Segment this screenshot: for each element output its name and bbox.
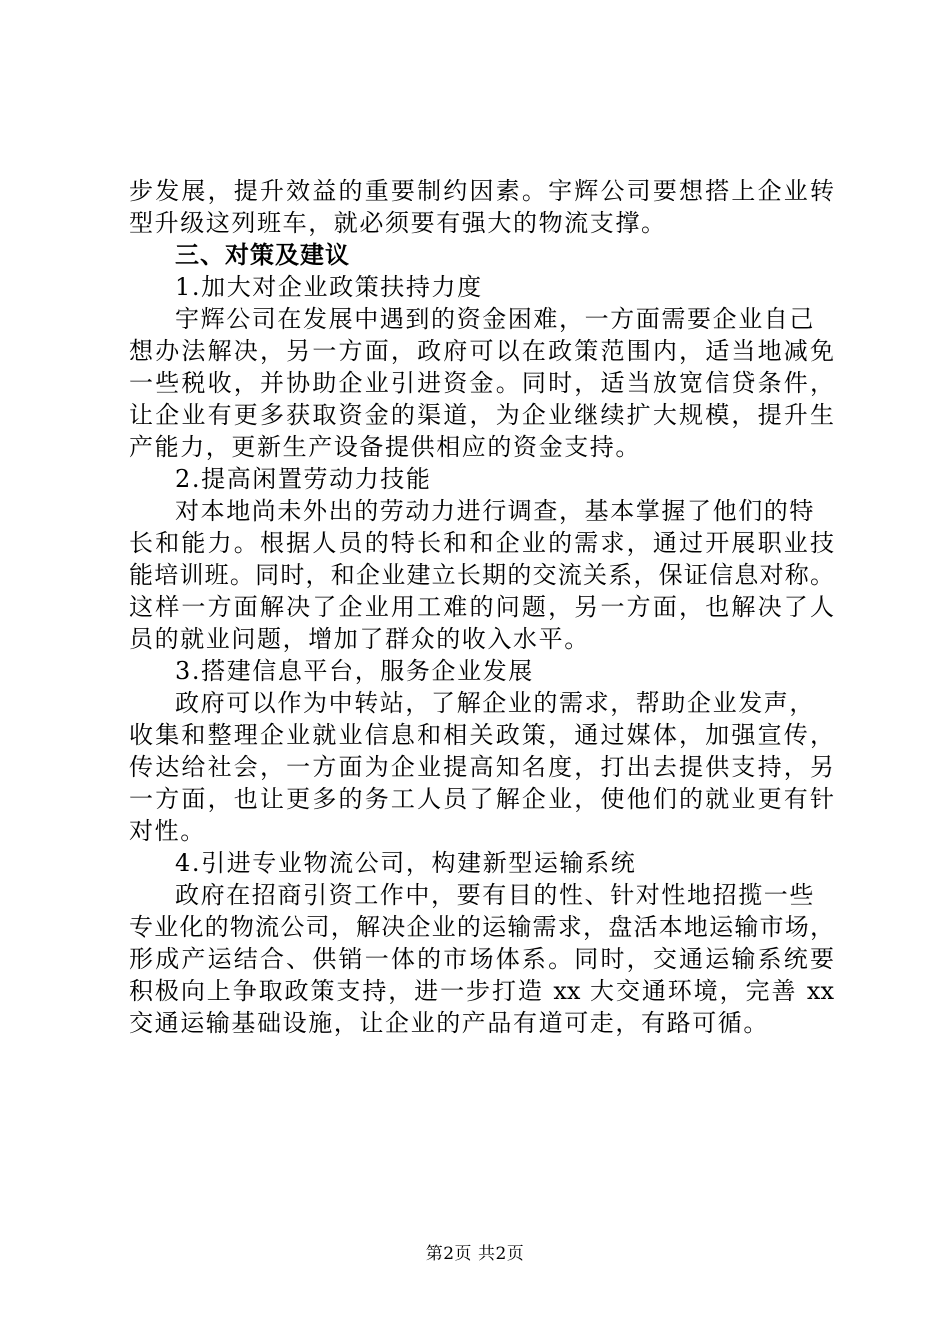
paragraph-4 (129, 879, 834, 1039)
subheading-text: 1.加大对企业政策扶持力度 (175, 273, 483, 301)
text-line: 政府在招商引资工作中，要有目的性、针对性地招揽一些 (175, 881, 815, 909)
document-body (129, 175, 834, 1039)
text-line: 一些税收，并协助企业引进资金。同时，适当放宽信贷条件， (129, 369, 834, 397)
paragraph-1 (129, 303, 834, 463)
text-line: 想办法解决，另一方面，政府可以在政策范围内，适当地减免 (129, 337, 834, 365)
text-line: 专业化的物流公司，解决企业的运输需求，盘活本地运输市场， (129, 913, 834, 941)
text-line: 政府可以作为中转站，了解企业的需求，帮助企业发声， (175, 689, 815, 717)
subheading-text: 3.搭建信息平台，服务企业发展 (175, 657, 534, 685)
text-line: 产能力，更新生产设备提供相应的资金支持。 (129, 433, 641, 461)
text-line: 让企业有更多获取资金的渠道，为企业继续扩大规模，提升生 (129, 401, 834, 429)
page-number-footer: 第2页 共2页 (425, 1244, 525, 1264)
paragraph-2 (129, 495, 834, 655)
text-line: 员的就业问题，增加了群众的收入水平。 (129, 625, 590, 653)
paragraph-continued (129, 175, 834, 239)
subheading-3 (129, 655, 834, 687)
subheading-text: 2.提高闲置劳动力技能 (175, 465, 432, 493)
subheading-4 (129, 847, 834, 879)
text-line: 收集和整理企业就业信息和相关政策，通过媒体，加强宣传， (129, 721, 834, 749)
text-line: 这样一方面解决了企业用工难的问题，另一方面，也解决了人 (129, 593, 834, 621)
text-line: 步发展，提升效益的重要制约因素。宇辉公司要想搭上企业转 (129, 177, 834, 205)
text-line: 交通运输基础设施，让企业的产品有道可走，有路可循。 (129, 1009, 769, 1037)
paragraph-3 (129, 687, 834, 847)
text-line: 能培训班。同时，和企业建立长期的交流关系，保证信息对称。 (129, 561, 834, 589)
subheading-1 (129, 271, 834, 303)
section-heading (129, 239, 834, 271)
text-line: 对性。 (129, 817, 206, 845)
subheading-text: 4.引进专业物流公司，构建新型运输系统 (175, 849, 637, 877)
text-line: 对本地尚未外出的劳动力进行调查，基本掌握了他们的特 (175, 497, 815, 525)
text-line: 宇辉公司在发展中遇到的资金困难，一方面需要企业自己 (175, 305, 815, 333)
heading-text: 三、对策及建议 (175, 240, 350, 269)
text-line: 型升级这列班车，就必须要有强大的物流支撑。 (129, 209, 667, 237)
text-line: 传达给社会，一方面为企业提高知名度，打出去提供支持，另 (129, 753, 834, 781)
text-line: 积极向上争取政策支持，进一步打造 xx 大交通环境，完善 xx (129, 977, 834, 1005)
text-line: 长和能力。根据人员的特长和和企业的需求，通过开展职业技 (129, 529, 834, 557)
text-line: 一方面，也让更多的务工人员了解企业，使他们的就业更有针 (129, 785, 834, 813)
text-line: 形成产运结合、供销一体的市场体系。同时，交通运输系统要 (129, 945, 834, 973)
subheading-2 (129, 463, 834, 495)
